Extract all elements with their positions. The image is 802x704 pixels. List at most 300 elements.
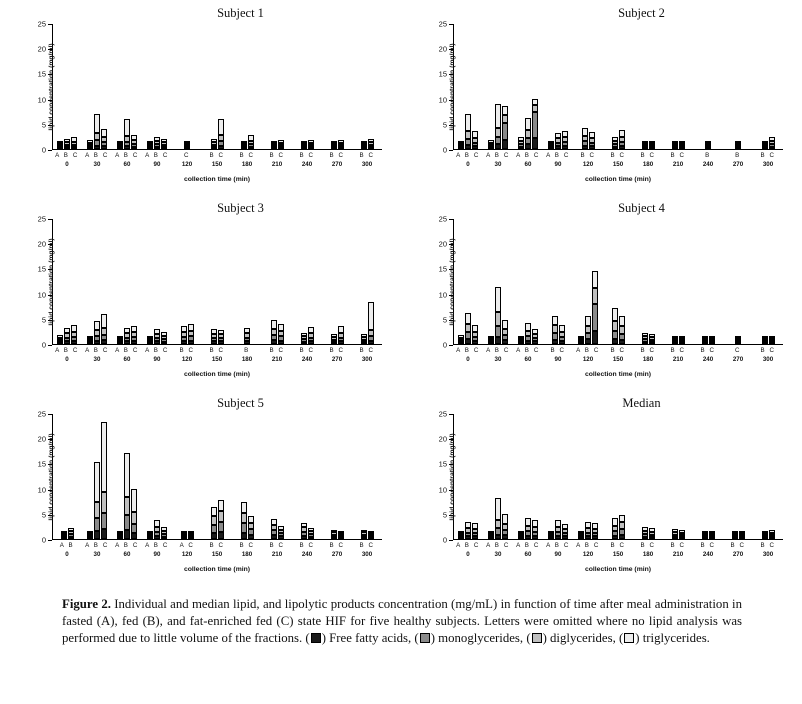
stacked-bar — [368, 531, 374, 539]
bar-segment-ffa — [271, 535, 277, 539]
x-time-label: 150 — [211, 161, 223, 168]
bar-segment-di — [94, 133, 100, 141]
y-tick-label: 20 — [438, 44, 447, 54]
bar-segment-ffa — [271, 147, 277, 149]
stacked-bar — [769, 336, 775, 344]
y-tick-label: 0 — [442, 340, 447, 350]
y-tick-label: 25 — [37, 409, 46, 419]
stacked-bar — [308, 140, 314, 149]
x-state-letters: A B C — [115, 152, 139, 159]
x-time-label: 90 — [153, 161, 161, 168]
figure-caption — [62, 596, 742, 647]
x-time-label: 60 — [524, 356, 532, 363]
y-tick-label: 0 — [41, 145, 46, 155]
plot-area — [438, 214, 783, 350]
stacked-bar — [548, 141, 554, 149]
y-tick — [449, 540, 453, 541]
stacked-bar — [188, 531, 194, 539]
chart-panel-subject-4 — [401, 195, 802, 390]
bar-segment-ffa — [154, 147, 160, 149]
bar-segment-ffa — [338, 537, 344, 539]
bar-group — [543, 413, 573, 539]
bar-segment-tri — [218, 500, 224, 511]
bar-segment-ffa — [308, 341, 314, 344]
bar-group — [633, 23, 663, 149]
x-group-label — [513, 152, 543, 168]
plot-area — [37, 19, 382, 155]
x-group-label — [573, 152, 603, 168]
caption-text-di: ) diglycerides, ( — [542, 631, 624, 646]
bar-segment-ffa — [308, 537, 314, 539]
x-axis-labels — [453, 152, 783, 178]
stacked-bar — [709, 336, 715, 344]
x-group-label — [352, 347, 382, 363]
bar-group — [603, 23, 633, 149]
x-group-label — [753, 347, 783, 363]
x-time-label: 60 — [524, 161, 532, 168]
bar-group — [52, 218, 82, 344]
x-group-label — [202, 347, 232, 363]
x-state-letters: B — [244, 347, 250, 354]
x-state-letters: B C — [670, 347, 686, 354]
x-time-label: 0 — [65, 551, 69, 558]
x-group-label — [52, 152, 82, 168]
x-time-label: 180 — [241, 161, 253, 168]
x-time-label: 0 — [466, 161, 470, 168]
legend-swatch-triglycerides — [624, 633, 634, 643]
y-axis-title: lipid concentration (mg/ml) — [449, 238, 457, 326]
x-state-letters: A B C — [85, 542, 109, 549]
stacked-bar — [705, 141, 711, 149]
bar-segment-tri — [124, 119, 130, 136]
x-state-letters: B C — [209, 542, 225, 549]
stacked-bar — [161, 139, 167, 149]
x-state-letters: B C — [640, 347, 656, 354]
x-group-label — [453, 347, 483, 363]
bar-group — [693, 218, 723, 344]
bar-segment-tri — [582, 128, 588, 136]
bar-group — [172, 413, 202, 539]
x-state-letters: B C — [269, 542, 285, 549]
x-state-letters: B C — [610, 542, 626, 549]
chart-title: Subject 2 — [618, 6, 665, 20]
bar-segment-tri — [619, 316, 625, 326]
x-time-label: 270 — [331, 161, 343, 168]
bar-segment-ffa — [57, 342, 63, 344]
bar-group — [663, 23, 693, 149]
x-time-label: 90 — [153, 356, 161, 363]
x-state-letters: A B C — [145, 152, 169, 159]
stacked-bar — [241, 141, 247, 149]
x-state-letters: B C — [329, 152, 345, 159]
bars-layer — [52, 413, 382, 539]
bar-segment-di — [619, 522, 625, 529]
x-time-label: 150 — [612, 356, 624, 363]
bar-segment-ffa — [458, 147, 464, 149]
bar-segment-ffa — [472, 146, 478, 149]
x-axis-labels — [52, 152, 382, 178]
x-state-letters: B C — [359, 152, 375, 159]
bar-segment-tri — [502, 106, 508, 115]
bar-segment-ffa — [218, 532, 224, 539]
x-state-letters: B C — [299, 347, 315, 354]
x-state-letters: A B C — [486, 542, 510, 549]
x-time-label: 120 — [181, 551, 193, 558]
bar-group — [603, 413, 633, 539]
bar-segment-ffa — [87, 537, 93, 539]
stacked-bar — [585, 316, 591, 344]
bar-segment-tri — [502, 514, 508, 524]
x-state-letters: A B C — [516, 347, 540, 354]
bar-group — [322, 23, 352, 149]
y-tick-label: 10 — [438, 290, 447, 300]
bar-group — [322, 218, 352, 344]
x-time-label: 210 — [271, 551, 283, 558]
bar-segment-ffa — [585, 339, 591, 344]
stacked-bar — [64, 328, 70, 344]
y-tick-label: 25 — [37, 214, 46, 224]
bar-segment-ffa — [94, 531, 100, 539]
bar-segment-ffa — [147, 147, 153, 149]
bar-segment-ffa — [147, 537, 153, 539]
x-time-label: 0 — [65, 161, 69, 168]
x-group-label — [292, 347, 322, 363]
bar-group — [513, 413, 543, 539]
bar-segment-di — [101, 328, 107, 335]
x-axis-labels — [453, 347, 783, 373]
caption-text-tri: ) triglycerides. — [635, 631, 710, 646]
x-time-label: 210 — [672, 551, 684, 558]
x-time-label: 210 — [271, 356, 283, 363]
x-time-label: 0 — [466, 551, 470, 558]
x-group-label — [52, 347, 82, 363]
bar-segment-di — [495, 520, 501, 529]
stacked-bar — [672, 336, 678, 344]
bar-group — [52, 23, 82, 149]
stacked-bar — [532, 99, 538, 149]
x-state-letters: A B C — [456, 347, 480, 354]
x-time-label: 120 — [181, 161, 193, 168]
bar-segment-tri — [472, 131, 478, 138]
bar-group — [753, 218, 783, 344]
bar-segment-ffa — [248, 147, 254, 149]
bar-segment-ffa — [592, 331, 598, 344]
bar-group — [202, 23, 232, 149]
bar-group — [483, 218, 513, 344]
bar-segment-ffa — [241, 533, 247, 539]
bar-segment-tri — [94, 462, 100, 501]
stacked-bar — [642, 333, 648, 344]
stacked-bar — [762, 141, 768, 149]
bar-segment-ffa — [368, 147, 374, 149]
y-axis-title: lipid concentration (mg/ml) — [449, 433, 457, 521]
stacked-bar — [57, 335, 63, 344]
x-state-letters: A B C — [576, 542, 600, 549]
stacked-bar — [735, 141, 741, 149]
stacked-bar — [218, 330, 224, 344]
x-state-letters: B C — [640, 542, 656, 549]
stacked-bar — [87, 140, 93, 149]
plot-area — [37, 409, 382, 545]
bar-group — [352, 218, 382, 344]
bar-segment-ffa — [71, 147, 77, 149]
stacked-bar — [331, 334, 337, 344]
bar-segment-ffa — [94, 341, 100, 344]
bar-group — [352, 23, 382, 149]
x-group-label — [172, 542, 202, 558]
stacked-bar — [612, 518, 618, 539]
bar-segment-ffa — [552, 340, 558, 344]
x-group-label — [232, 347, 262, 363]
x-group-label — [633, 542, 663, 558]
stacked-bar — [735, 336, 741, 344]
bar-group — [322, 413, 352, 539]
x-time-label: 150 — [612, 161, 624, 168]
bar-segment-ffa — [338, 147, 344, 149]
stacked-bar — [762, 336, 768, 344]
bars-layer — [52, 218, 382, 344]
bar-group — [112, 23, 142, 149]
bar-segment-tri — [465, 313, 471, 324]
stacked-bar — [525, 323, 531, 344]
x-axis — [453, 344, 783, 345]
y-tick-label: 5 — [41, 120, 46, 130]
bar-segment-ffa — [184, 147, 190, 149]
stacked-bar — [465, 114, 471, 149]
x-group-label — [513, 542, 543, 558]
y-axis-title: lipid concentration (mg/ml) — [48, 433, 56, 521]
x-time-label: 120 — [582, 356, 594, 363]
x-group-label — [723, 152, 753, 168]
bar-group — [573, 23, 603, 149]
y-tick-label: 0 — [41, 535, 46, 545]
stacked-bar — [368, 302, 374, 344]
x-time-label: 30 — [93, 356, 101, 363]
figure-label: Figure 2. — [62, 597, 111, 611]
bar-segment-ffa — [672, 147, 678, 149]
y-axis-title: lipid concentration (mg/ml) — [449, 43, 457, 131]
bar-segment-mono — [218, 522, 224, 532]
stacked-bar — [248, 135, 254, 149]
stacked-bar — [769, 137, 775, 149]
y-tick-label: 10 — [438, 95, 447, 105]
bar-segment-ffa — [161, 342, 167, 344]
bar-segment-tri — [124, 453, 130, 497]
bar-segment-ffa — [555, 536, 561, 539]
x-group-label — [543, 152, 573, 168]
stacked-bar — [578, 531, 584, 539]
stacked-bar — [702, 336, 708, 344]
bar-group — [483, 23, 513, 149]
x-group-label — [573, 542, 603, 558]
bar-segment-ffa — [769, 342, 775, 344]
y-tick-label: 15 — [37, 459, 46, 469]
bar-segment-ffa — [218, 146, 224, 149]
bar-group — [753, 413, 783, 539]
x-state-letters: A C — [179, 542, 195, 549]
bar-segment-ffa — [679, 537, 685, 539]
bar-segment-tri — [271, 320, 277, 329]
bar-segment-ffa — [131, 341, 137, 344]
bar-segment-ffa — [502, 340, 508, 344]
x-time-label: 30 — [93, 551, 101, 558]
bar-segment-ffa — [241, 147, 247, 149]
bar-segment-ffa — [278, 341, 284, 344]
bar-segment-ffa — [642, 147, 648, 149]
bar-group — [232, 23, 262, 149]
stacked-bar — [338, 326, 344, 344]
x-axis-labels — [52, 542, 382, 568]
bar-segment-ffa — [131, 533, 137, 539]
stacked-bar — [458, 531, 464, 539]
x-state-letters: B C — [760, 347, 776, 354]
bar-segment-ffa — [181, 341, 187, 344]
bar-segment-ffa — [525, 144, 531, 149]
bar-group — [232, 413, 262, 539]
x-group-label — [352, 152, 382, 168]
stacked-bar — [739, 531, 745, 539]
bar-group — [633, 413, 663, 539]
x-group-label — [202, 152, 232, 168]
x-time-label: 90 — [554, 551, 562, 558]
stacked-bar — [679, 336, 685, 344]
bar-segment-tri — [525, 518, 531, 526]
y-axis-title: lipid concentration (mg/ml) — [48, 238, 56, 326]
bar-segment-ffa — [525, 536, 531, 539]
y-tick-label: 20 — [37, 44, 46, 54]
x-group-label — [52, 542, 82, 558]
x-group-label — [693, 347, 723, 363]
stacked-bar — [331, 530, 337, 539]
bar-segment-mono — [241, 523, 247, 533]
chart-title: Subject 4 — [618, 201, 665, 215]
bar-segment-tri — [619, 130, 625, 137]
stacked-bar — [472, 131, 478, 149]
x-state-letters: B C — [269, 152, 285, 159]
x-time-label: 150 — [612, 551, 624, 558]
stacked-bar — [559, 325, 565, 344]
stacked-bar — [458, 141, 464, 149]
bar-segment-ffa — [525, 341, 531, 344]
stacked-bar — [582, 128, 588, 149]
stacked-bar — [331, 141, 337, 149]
x-time-label: 300 — [361, 551, 373, 558]
x-group-label — [603, 347, 633, 363]
x-state-letters: B C — [329, 347, 345, 354]
bar-segment-ffa — [532, 536, 538, 539]
bar-segment-ffa — [679, 342, 685, 344]
x-state-letters: B C — [209, 152, 225, 159]
x-axis-title: collection time (min) — [183, 371, 251, 378]
x-group-label — [633, 152, 663, 168]
x-time-label: 270 — [331, 356, 343, 363]
bar-segment-tri — [495, 287, 501, 312]
bar-segment-tri — [502, 320, 508, 329]
stacked-bar — [709, 531, 715, 539]
bar-segment-ffa — [562, 536, 568, 539]
stacked-bar — [87, 336, 93, 344]
stacked-bar — [188, 324, 194, 344]
bar-segment-ffa — [488, 147, 494, 149]
x-time-label: 300 — [762, 551, 774, 558]
bar-segment-tri — [101, 314, 107, 329]
x-group-label — [112, 152, 142, 168]
bar-group — [172, 23, 202, 149]
x-state-letters: A B C — [486, 347, 510, 354]
y-tick-label: 25 — [438, 19, 447, 29]
bar-group — [603, 218, 633, 344]
bar-group — [142, 218, 172, 344]
x-group-label — [483, 152, 513, 168]
stacked-bar — [361, 141, 367, 149]
x-group-label — [172, 152, 202, 168]
bar-segment-ffa — [68, 537, 74, 539]
stacked-bar — [679, 530, 685, 539]
bar-group — [453, 218, 483, 344]
x-state-letters: B — [705, 152, 711, 159]
bar-segment-ffa — [181, 537, 187, 539]
stacked-bar — [101, 129, 107, 149]
bar-segment-mono — [465, 332, 471, 339]
bar-segment-ffa — [301, 147, 307, 149]
x-state-letters: A B C — [55, 152, 79, 159]
bar-segment-mono — [495, 137, 501, 144]
x-time-label: 30 — [494, 356, 502, 363]
x-state-letters: B C — [299, 542, 315, 549]
stacked-bar — [525, 518, 531, 539]
bar-group — [262, 23, 292, 149]
bar-group — [753, 23, 783, 149]
bar-segment-ffa — [211, 341, 217, 344]
x-group-label — [142, 347, 172, 363]
x-state-letters: B C — [610, 152, 626, 159]
x-group-label — [663, 542, 693, 558]
stacked-bar — [361, 530, 367, 539]
x-state-letters: B C — [299, 152, 315, 159]
x-state-letters: A B C — [456, 542, 480, 549]
bar-segment-ffa — [472, 341, 478, 344]
bar-segment-tri — [241, 502, 247, 513]
stacked-bar — [672, 141, 678, 149]
bar-segment-ffa — [188, 341, 194, 344]
x-group-label — [322, 542, 352, 558]
bar-segment-tri — [495, 498, 501, 520]
bar-segment-ffa — [188, 537, 194, 539]
chart-panel-median — [401, 390, 802, 585]
x-time-label: 60 — [524, 551, 532, 558]
bar-segment-mono — [502, 123, 508, 140]
caption-text-ffa: ) Free fatty acids, ( — [321, 631, 419, 646]
bar-segment-ffa — [732, 537, 738, 539]
x-group-label — [292, 542, 322, 558]
x-time-label: 30 — [494, 161, 502, 168]
bar-segment-mono — [211, 525, 217, 534]
bar-group — [82, 23, 112, 149]
x-time-label: 300 — [762, 356, 774, 363]
stacked-bar — [301, 333, 307, 344]
bar-segment-ffa — [612, 147, 618, 149]
stacked-bar — [361, 334, 367, 344]
bar-group — [573, 413, 603, 539]
bar-segment-ffa — [361, 147, 367, 149]
bar-segment-ffa — [211, 147, 217, 149]
x-group-label — [82, 542, 112, 558]
bar-segment-ffa — [331, 342, 337, 344]
stacked-bar — [619, 130, 625, 149]
bar-segment-ffa — [361, 537, 367, 539]
x-group-label — [232, 542, 262, 558]
bar-group — [112, 218, 142, 344]
